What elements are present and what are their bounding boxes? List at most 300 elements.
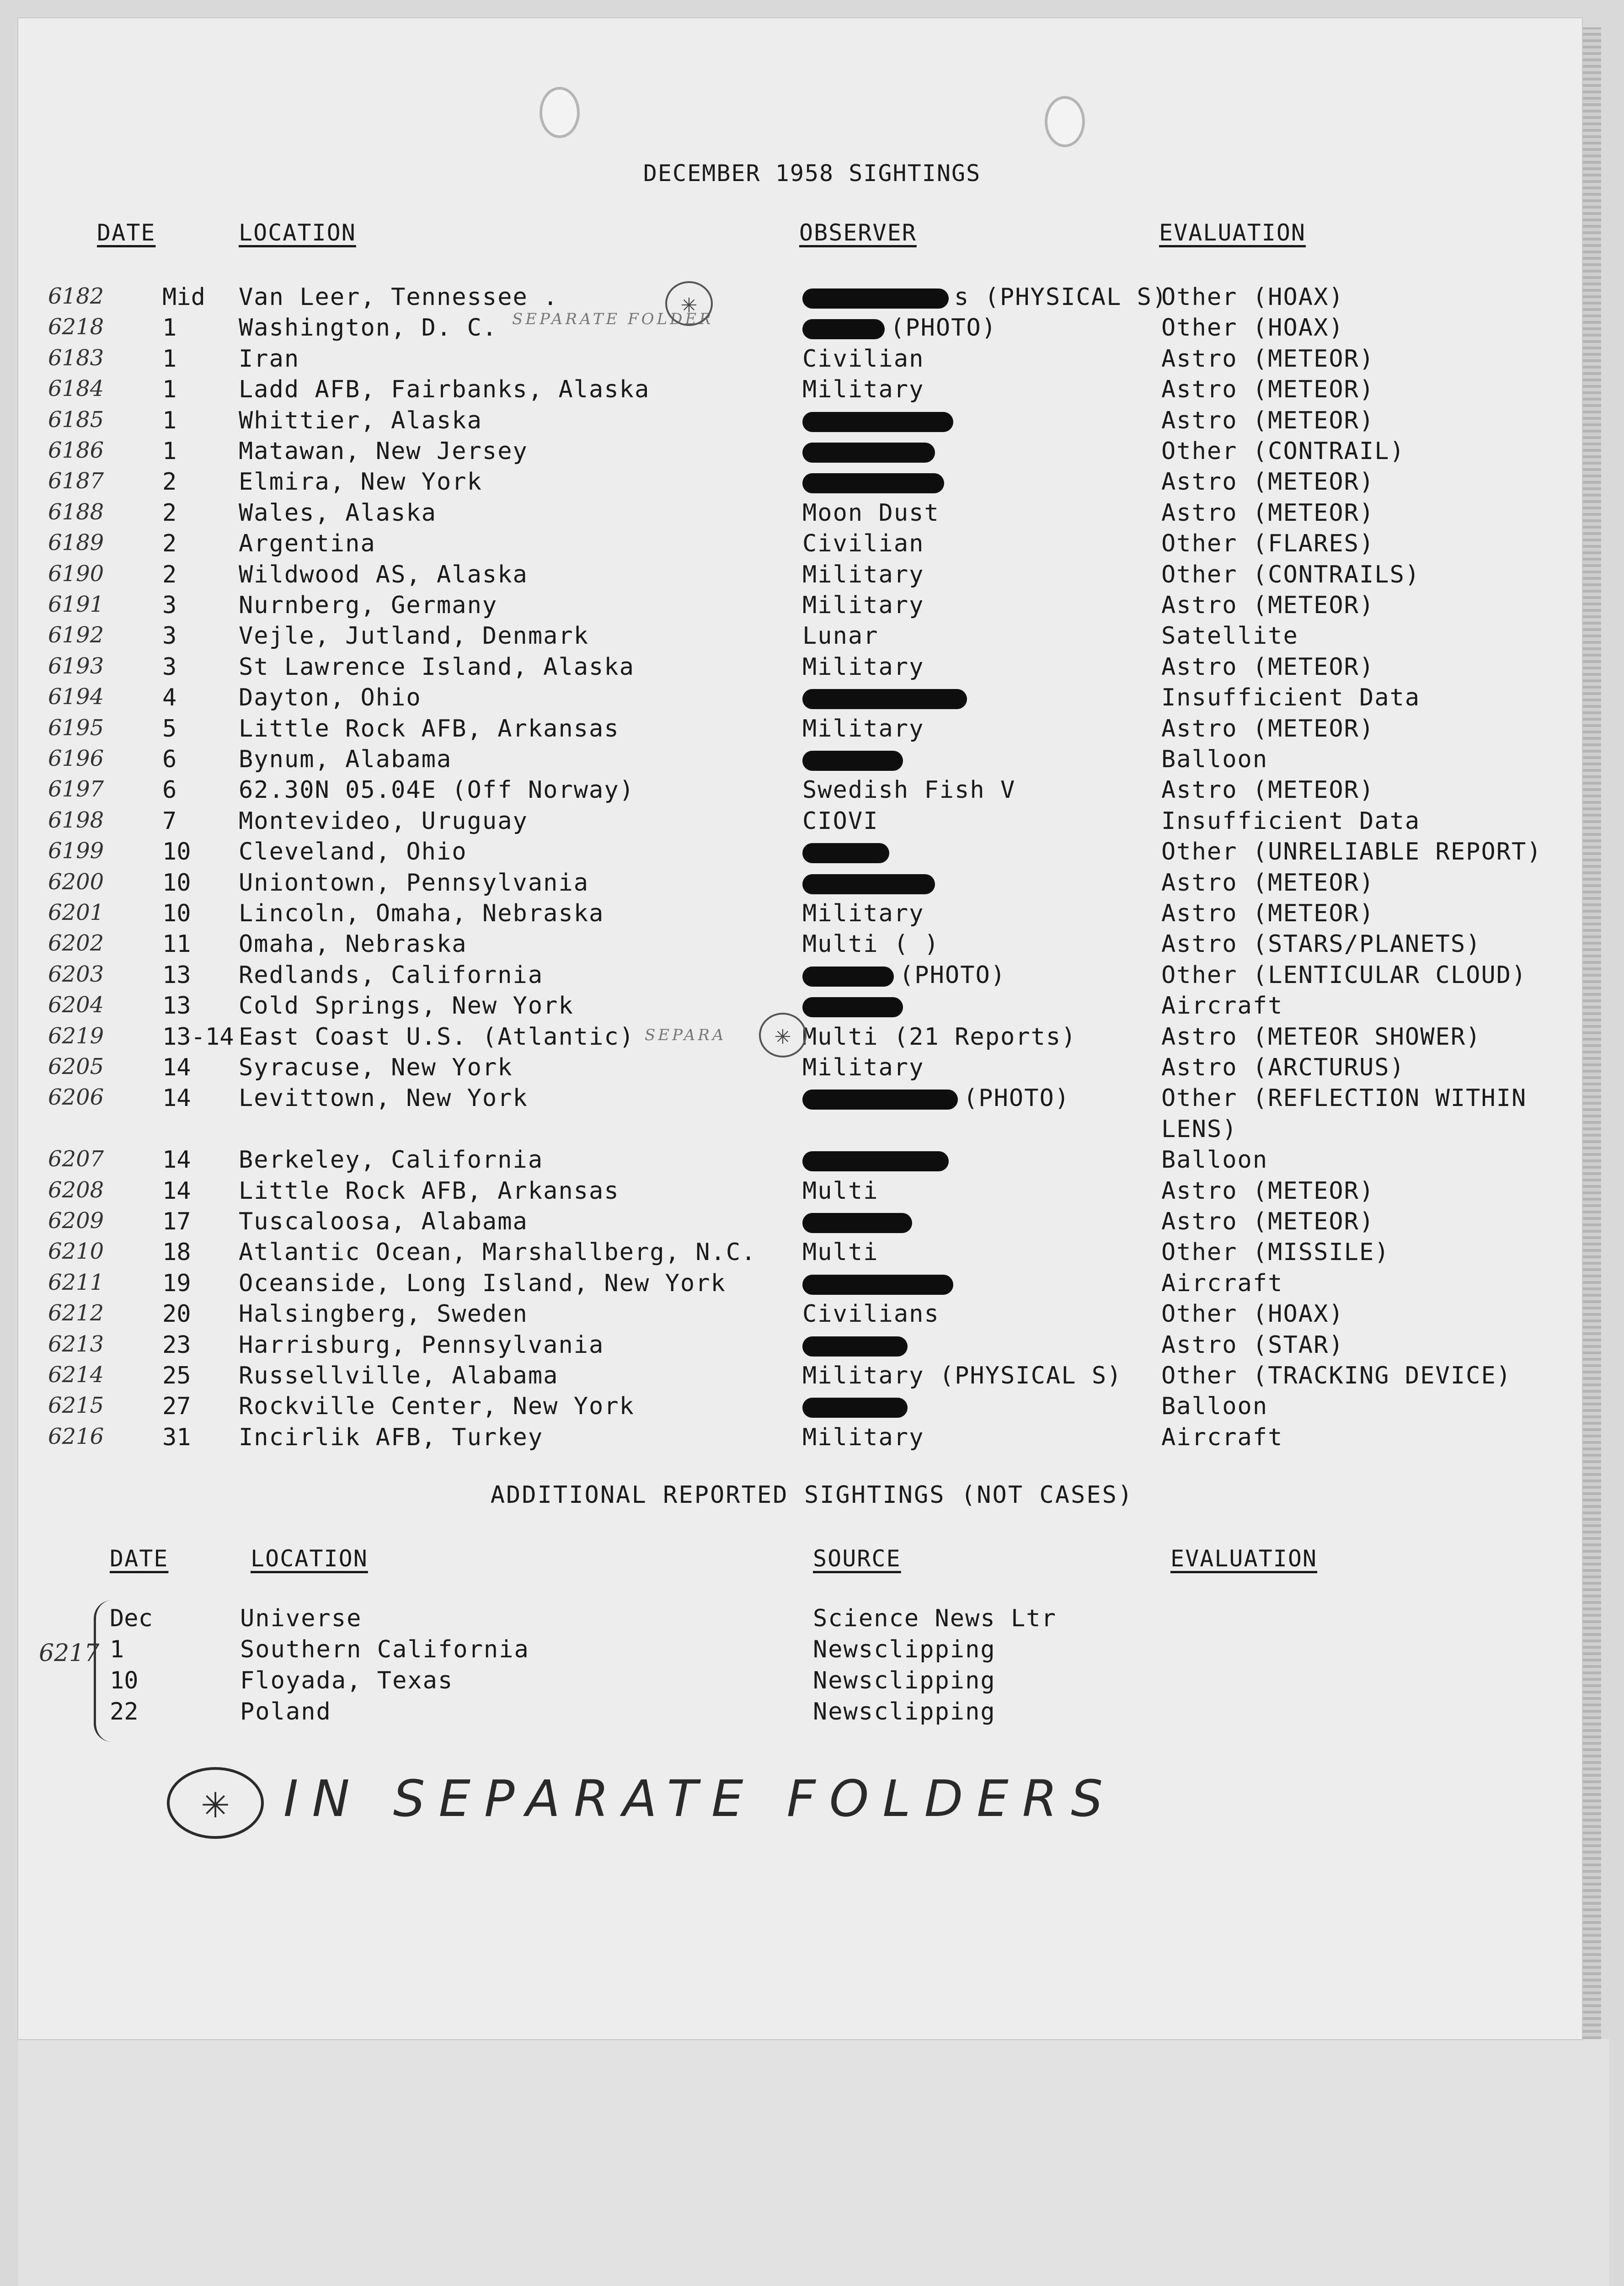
row-number [48,1023,104,1049]
row-location-text: Harrisburg, Pennsylvania [239,1331,604,1359]
row-date-text: 1 [162,438,177,465]
row-date [162,807,176,835]
row-number [48,314,104,340]
row-date-text: 13 [162,992,191,1020]
redaction-bar [802,689,967,709]
row-date [162,715,176,742]
row-location-text: Tuscaloosa, Alabama [239,1208,528,1235]
row-evaluation-text: Other (REFLECTION WITHIN [1161,1084,1527,1112]
row-observer [802,838,895,865]
row-number [48,438,104,463]
row-date-text: 19 [162,1269,191,1297]
row-location-text: Iran [239,345,300,373]
row-number-text: 6212 [48,1300,104,1326]
row-number-text: 6193 [48,653,104,679]
row-date [162,283,205,311]
underlying-sheet [18,2039,1609,2286]
row-number [48,1239,104,1264]
row-number [48,869,104,895]
row-location [239,314,497,342]
row-number [48,715,104,741]
row-observer [802,314,997,342]
row-location [239,1054,513,1081]
table-row [0,622,1624,652]
row-location [239,715,620,742]
row-evaluation-text: Astro (METEOR SHOWER) [1161,1023,1481,1051]
row-location [239,807,528,835]
row-evaluation [1161,1300,1344,1328]
row-evaluation [1161,530,1374,557]
row-location-text: Whittier, Alaska [239,406,482,434]
table-row [0,561,1624,591]
row-location [239,345,299,373]
row-number-text: 6208 [48,1177,104,1203]
row-observer [802,869,940,897]
row-evaluation-text: Astro (STAR) [1161,1331,1344,1359]
row-evaluation [1161,776,1374,804]
row-number-text: 6199 [48,838,104,864]
row-location [239,1084,528,1112]
row-observer [802,1362,1122,1389]
row-observer [802,776,1015,804]
header-date: DATE [97,219,156,246]
row-location-text: Vejle, Jutland, Denmark [239,622,589,650]
row-evaluation-text: Aircraft [1161,1423,1283,1451]
row-number [48,900,104,925]
table-row [0,283,1624,314]
row-evaluation [1161,900,1374,927]
punch-hole [1045,96,1085,147]
row-evaluation-text: Aircraft [1161,992,1283,1020]
row-number-text: 6198 [48,807,104,833]
row-observer-text: (PHOTO) [899,961,1006,989]
row-number-text: 6209 [48,1208,104,1234]
row-date-text: 3 [162,592,177,619]
row-observer [802,407,959,434]
row-observer-text: Military [802,376,924,404]
add-row-date: 1 [110,1636,124,1663]
row-date-text: 10 [162,869,191,897]
row-observer-text: Civilians [802,1300,940,1328]
row-evaluation-text: Other (TRACKING DEVICE) [1161,1362,1512,1389]
row-observer-text: Military [802,592,924,619]
row-observer [802,561,924,588]
redaction-bar [802,751,903,771]
row-location [239,1270,726,1297]
row-number-text: 6218 [48,314,104,340]
row-number-text: 6216 [48,1423,104,1449]
row-evaluation-text: Other (LENTICULAR CLOUD) [1161,961,1527,989]
row-number [48,1300,104,1326]
row-location-text: Syracuse, New York [239,1054,513,1081]
row-observer [802,1331,913,1359]
star-circle-icon: ✳ [759,1013,807,1058]
table-row [0,653,1624,684]
row-location [239,283,558,311]
row-evaluation [1161,314,1344,342]
row-observer-text: Multi ( ) [802,930,940,958]
row-location-text: Matawan, New Jersey [239,438,528,465]
row-location [239,1208,528,1235]
redaction-bar [802,874,935,894]
row-date [162,1331,191,1359]
row-number [48,1084,104,1110]
row-date [162,900,191,927]
table-row [0,992,1624,1022]
row-evaluation-text: Other (CONTRAILS) [1161,561,1421,588]
row-number-text: 6205 [48,1054,104,1079]
row-location-text: Argentina [239,530,376,558]
table-row [0,1393,1624,1423]
row-location [239,776,635,804]
row-date-text: 20 [162,1300,191,1328]
add-header-location: LOCATION [251,1545,368,1572]
row-location [239,1362,558,1389]
row-date-text: 13 [162,961,191,989]
row-observer [802,1023,1077,1051]
redaction-bar [802,473,944,493]
row-location-text: Berkeley, California [239,1146,544,1174]
row-date [162,1054,191,1081]
row-number [48,622,104,648]
row-date-text: 18 [162,1239,191,1266]
row-location [239,900,604,927]
table-row [0,1362,1624,1392]
row-location-text: Ladd AFB, Fairbanks, Alaska [239,376,650,404]
table-row [0,1054,1624,1084]
row-evaluation [1161,961,1527,989]
row-date-text: 1 [162,376,177,404]
row-observer-text: s (PHYSICAL S) [954,283,1168,311]
row-date-text: 31 [162,1423,191,1451]
row-date [162,684,176,711]
row-location-text: Little Rock AFB, Arkansas [239,715,620,742]
row-evaluation-text: Other (CONTRAIL) [1161,438,1405,465]
add-row-location: Floyada, Texas [240,1667,454,1694]
row-observer-text: (PHOTO) [890,314,997,342]
row-evaluation-text: Astro (METEOR) [1161,592,1375,619]
table-row [0,1146,1624,1176]
row-evaluation-text: Other (HOAX) [1161,314,1344,342]
add-header-date: DATE [110,1545,169,1572]
row-number [48,930,104,956]
row-evaluation [1161,561,1420,588]
add-row-date: 22 [110,1698,139,1725]
row-location-text: Lincoln, Omaha, Nebraska [239,900,604,927]
row-location-text: St Lawrence Island, Alaska [239,653,635,681]
row-number-text: 6184 [48,376,104,402]
row-date-text: 14 [162,1084,191,1112]
row-location [239,869,589,897]
row-number-text: 6206 [48,1084,104,1111]
table-row [0,407,1624,437]
row-observer-text: CIOVI [802,807,879,835]
row-date-text: 1 [162,314,177,342]
row-observer-text: Lunar [802,622,879,650]
handwritten-note: SEPARATE FOLDER [512,310,714,328]
row-number-text: 6215 [48,1393,104,1419]
add-row-source: Newsclipping [813,1636,996,1663]
row-date-text: 11 [162,930,191,958]
table-row [0,468,1624,498]
row-location-text: Wildwood AS, Alaska [239,561,528,588]
row-location-text: Atlantic Ocean, Marshallberg, N.C. [239,1239,757,1266]
table-row [0,314,1624,344]
row-number-text: 6182 [48,283,104,309]
row-number [48,961,104,987]
row-evaluation-text: Astro (METEOR) [1161,869,1375,897]
table-row [0,715,1624,745]
redaction-bar [802,1151,949,1171]
table-row [0,1023,1624,1053]
row-evaluation [1161,1023,1481,1051]
table-row [0,1239,1624,1269]
row-evaluation-text: Astro (METEOR) [1161,653,1375,681]
row-number-text: 6207 [48,1146,104,1172]
table-row [0,592,1624,622]
row-evaluation-text: Astro (METEOR) [1161,468,1375,496]
row-date [162,1300,191,1328]
row-evaluation [1161,1054,1405,1081]
row-observer [802,930,940,958]
row-location-text: Dayton, Ohio [239,684,422,712]
row-location-text: Wales, Alaska [239,499,437,527]
row-evaluation-text: Balloon [1161,1146,1268,1174]
row-location [239,653,635,681]
row-location [239,561,528,588]
row-evaluation [1161,499,1374,527]
row-evaluation [1161,283,1344,311]
row-number-text: 6200 [48,869,104,895]
table-row [0,530,1624,560]
row-date-text: 2 [162,561,177,588]
row-location-text: Incirlik AFB, Turkey [239,1423,544,1451]
row-location [239,838,467,865]
row-number-text: 6196 [48,746,104,771]
row-number-text: 6204 [48,992,104,1018]
row-number-text: 6203 [48,961,104,987]
row-evaluation-text: Astro (METEOR) [1161,1177,1375,1205]
table-row [0,1208,1624,1238]
row-location-text: Van Leer, Tennessee . [239,283,559,311]
row-date [162,653,176,681]
row-evaluation-text: Other (HOAX) [1161,1300,1344,1328]
row-evaluation-text: Other (HOAX) [1161,283,1344,311]
row-evaluation-text: Other (UNRELIABLE REPORT) [1161,838,1542,866]
row-observer-text: Military [802,1054,924,1081]
row-date [162,376,176,403]
row-date-text: 4 [162,684,177,712]
row-location-text: Oceanside, Long Island, New York [239,1269,726,1297]
row-observer-text: Multi [802,1239,879,1266]
row-number [48,1146,104,1172]
row-date [162,592,176,619]
row-observer [802,961,1006,989]
row-date-text: 6 [162,776,177,804]
redaction-bar [802,319,885,339]
row-evaluation [1161,1393,1268,1420]
row-location-text: Montevideo, Uruguay [239,807,528,835]
add-row-date: Dec [110,1605,153,1632]
row-location [239,530,376,557]
row-number-text: 6214 [48,1362,104,1388]
row-date [162,1023,234,1051]
row-observer [802,283,1167,311]
table-row [0,1331,1624,1362]
table-row [0,1300,1624,1330]
row-number-text: 6201 [48,900,104,925]
row-number [48,468,104,494]
redaction-bar [802,412,953,432]
row-number [48,1177,104,1203]
row-location [239,1023,635,1051]
row-evaluation [1161,592,1374,619]
row-number [48,746,104,771]
add-row-location: Poland [240,1698,331,1725]
row-evaluation [1161,746,1268,773]
row-evaluation-text: Balloon [1161,746,1268,773]
table-row [0,807,1624,838]
row-date-text: 17 [162,1208,191,1235]
row-date [162,561,176,588]
row-observer [802,1300,940,1328]
row-number [48,345,104,371]
footer-note: IN SEPARATE FOLDERS [283,1769,1117,1828]
row-evaluation [1161,1177,1374,1205]
row-number-text: 6197 [48,776,104,802]
row-observer-text: Civilian [802,530,924,558]
redaction-bar [802,288,949,309]
row-date-text: 7 [162,807,177,835]
row-location [239,468,482,496]
additional-title: ADDITIONAL REPORTED SIGHTINGS (NOT CASES) [490,1481,1134,1509]
row-number [48,1424,104,1449]
table-row [0,961,1624,992]
row-number-text: 6186 [48,438,104,463]
row-observer [802,499,940,527]
row-location [239,961,543,989]
row-date [162,1084,191,1112]
handwritten-note: SEPARA [645,1026,727,1044]
additional-row [0,1605,1624,1635]
row-evaluation [1161,1362,1512,1389]
row-date-text: 10 [162,900,191,927]
row-number [48,407,104,433]
additional-row [0,1667,1624,1697]
row-date [162,1239,191,1266]
row-evaluation [1161,1331,1344,1359]
row-observer [802,746,908,773]
row-date-text: 2 [162,468,177,496]
row-date [162,407,176,434]
additional-row [0,1636,1624,1666]
row-date [162,1208,191,1235]
row-location [239,438,528,465]
row-evaluation [1161,869,1374,897]
row-observer [802,438,940,465]
row-location [239,1146,543,1174]
row-date [162,530,176,557]
row-location-text: East Coast U.S. (Atlantic) [239,1023,635,1051]
row-number-text: 6202 [48,930,104,956]
row-number [48,992,104,1018]
row-date-text: 3 [162,653,177,681]
add-row-source: Newsclipping [813,1698,996,1725]
row-evaluation-text: Balloon [1161,1393,1268,1421]
row-evaluation [1161,622,1298,650]
table-row [0,869,1624,899]
row-date-text: 23 [162,1331,191,1359]
table-row [0,438,1624,468]
row-location-text: Cleveland, Ohio [239,838,467,866]
row-number-text: 6211 [48,1269,104,1295]
row-observer [802,900,924,927]
row-location-text: Omaha, Nebraska [239,930,467,958]
row-date-text: 10 [162,838,191,866]
row-observer-text: (PHOTO) [963,1084,1070,1112]
row-number [48,1208,104,1234]
row-number-text: 6192 [48,622,104,648]
redaction-bar [802,443,935,463]
punch-hole [540,87,580,138]
row-evaluation-text: Astro (STARS/PLANETS) [1161,930,1481,958]
row-number-text: 6219 [48,1023,104,1049]
row-date [162,1177,191,1205]
row-observer [802,1084,1070,1112]
row-evaluation [1161,715,1374,742]
add-header-evaluation: EVALUATION [1170,1545,1318,1572]
row-observer-text: Military [802,1423,924,1451]
row-evaluation [1161,1116,1238,1143]
row-evaluation-text: Other (FLARES) [1161,530,1375,558]
add-header-source: SOURCE [813,1545,901,1572]
row-date [162,314,176,342]
row-evaluation-text: Astro (METEOR) [1161,376,1375,404]
table-row [0,776,1624,807]
row-observer-text: Military [802,561,924,588]
row-observer [802,1270,959,1297]
row-location-text: Cold Springs, New York [239,992,574,1020]
row-location-text: 62.30N 05.04E (Off Norway) [239,776,635,804]
row-location [239,592,497,619]
row-number [48,283,104,309]
row-number [48,376,104,401]
row-date [162,961,191,989]
row-evaluation-text: Insufficient Data [1161,684,1421,712]
row-observer-text: Military [802,715,924,742]
row-date [162,1393,191,1420]
row-date [162,869,191,897]
add-row-source: Science News Ltr [813,1605,1057,1632]
row-number-text: 6194 [48,684,104,710]
row-evaluation-text: Satellite [1161,622,1298,650]
row-evaluation-text: Astro (METEOR) [1161,900,1375,927]
row-evaluation-text: Astro (METEOR) [1161,715,1375,742]
row-number-text: 6183 [48,345,104,371]
table-row [0,838,1624,868]
row-date-text: 14 [162,1177,191,1205]
row-date [162,345,176,373]
row-evaluation [1161,468,1374,496]
table-row [0,1270,1624,1300]
header-observer: OBSERVER [799,219,917,246]
row-date-text: Mid [162,283,205,311]
row-observer [802,1239,879,1266]
row-location [239,930,467,958]
row-location [239,1424,543,1451]
table-row [0,684,1624,714]
row-evaluation [1161,1146,1268,1174]
